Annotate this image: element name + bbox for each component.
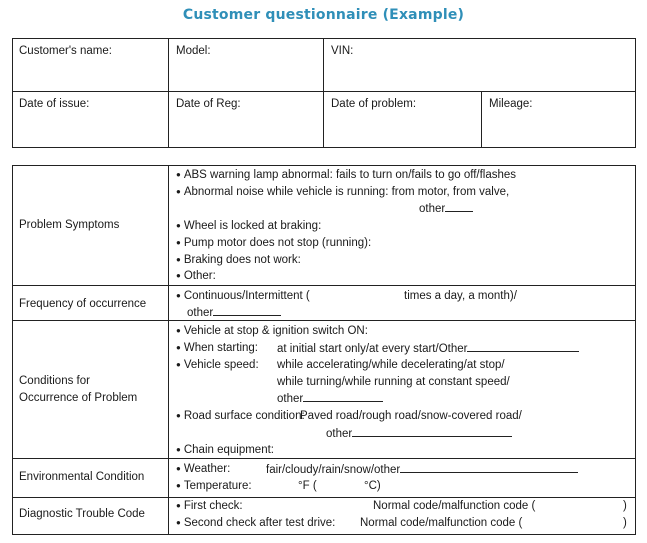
condition-speed-2[interactable]: while turning/while running at constant speed/ <box>277 376 510 388</box>
label-col-divider <box>168 165 169 535</box>
row-divider <box>12 497 636 498</box>
condition-road-label: ● Road surface condition: <box>176 409 305 424</box>
page-title: Customer questionnaire (Example) <box>182 7 465 23</box>
frequency-continuous[interactable]: ● Continuous/Intermittent ( <box>176 289 310 304</box>
conditions-label-2: Occurrence of Problem <box>19 392 138 404</box>
condition-starting[interactable] <box>277 341 579 356</box>
symptom-abs-lamp[interactable]: ● ABS warning lamp abnormal: fails to turn on/fails to go off/flashes <box>176 168 516 183</box>
symptom-other[interactable]: ● Other: <box>176 269 216 284</box>
symptom-wheel-locked[interactable]: ● Wheel is locked at braking: <box>176 219 321 234</box>
conditions-label-1: Conditions for <box>19 375 90 387</box>
environment-label: Environmental Condition <box>19 471 145 483</box>
date-of-problem-field[interactable]: Date of problem: <box>331 98 417 110</box>
condition-speed-other[interactable] <box>277 391 383 406</box>
weather-label: ● Weather: <box>176 462 230 477</box>
info-col-divider <box>481 91 482 148</box>
row-divider <box>12 320 636 321</box>
dtc-label: Diagnostic Trouble Code <box>19 508 145 520</box>
model-field[interactable]: Model: <box>176 45 211 57</box>
mileage-field[interactable]: Mileage: <box>489 98 533 110</box>
frequency-other-label: other <box>187 307 214 319</box>
dtc-first-label: ● First check: <box>176 499 243 514</box>
info-col-divider <box>168 38 169 148</box>
frequency-other[interactable] <box>187 305 281 320</box>
temperature-label: ● Temperature: <box>176 479 252 494</box>
symptom-braking[interactable]: ● Braking does not work: <box>176 253 301 268</box>
dtc-second-label: ● Second check after test drive: <box>176 516 335 531</box>
temperature-f[interactable]: °F ( <box>298 480 317 492</box>
condition-speed-label: ● Vehicle speed: <box>176 358 259 373</box>
row-divider <box>12 285 636 286</box>
info-col-divider <box>323 38 324 148</box>
weather-options[interactable] <box>266 462 578 477</box>
row-divider <box>12 458 636 459</box>
symptom-noise-other-label: other <box>419 203 446 215</box>
weather-options-text: fair/cloudy/rain/snow/other <box>266 464 401 476</box>
condition-road[interactable]: Paved road/rough road/snow-covered road/ <box>300 410 522 422</box>
customer-name-field[interactable]: Customer's name: <box>19 45 112 57</box>
condition-starting-label: ● When starting: <box>176 341 258 356</box>
condition-speed-other-label: other <box>277 393 304 405</box>
dtc-first-value[interactable]: Normal code/malfunction code ( <box>373 500 536 512</box>
date-of-issue-field[interactable]: Date of issue: <box>19 98 90 110</box>
frequency-label: Frequency of occurrence <box>19 298 147 310</box>
condition-speed-1[interactable]: while accelerating/while decelerating/at stop/ <box>277 359 505 371</box>
symptom-pump-motor[interactable]: ● Pump motor does not stop (running): <box>176 236 371 251</box>
vin-field[interactable]: VIN: <box>331 45 354 57</box>
symptoms-label: Problem Symptoms <box>19 219 120 231</box>
date-of-reg-field[interactable]: Date of Reg: <box>176 98 241 110</box>
condition-road-other[interactable] <box>326 426 512 441</box>
temperature-c[interactable]: °C) <box>364 480 381 492</box>
dtc-second-close: ) <box>623 517 627 529</box>
dtc-first-close: ) <box>623 500 627 512</box>
condition-road-other-label: other <box>326 428 353 440</box>
frequency-times[interactable]: times a day, a month)/ <box>404 290 517 302</box>
condition-ignition[interactable]: ● Vehicle at stop & ignition switch ON: <box>176 324 368 339</box>
info-divider <box>12 91 636 92</box>
condition-chain[interactable]: ● Chain equipment: <box>176 443 274 458</box>
symptom-noise-other[interactable] <box>419 201 473 216</box>
dtc-second-value[interactable]: Normal code/malfunction code ( <box>360 517 523 529</box>
symptom-abnormal-noise[interactable]: ● Abnormal noise while vehicle is running: from motor, from valve, <box>176 185 509 200</box>
condition-starting-options: at initial start only/at every start/Other <box>277 343 468 355</box>
